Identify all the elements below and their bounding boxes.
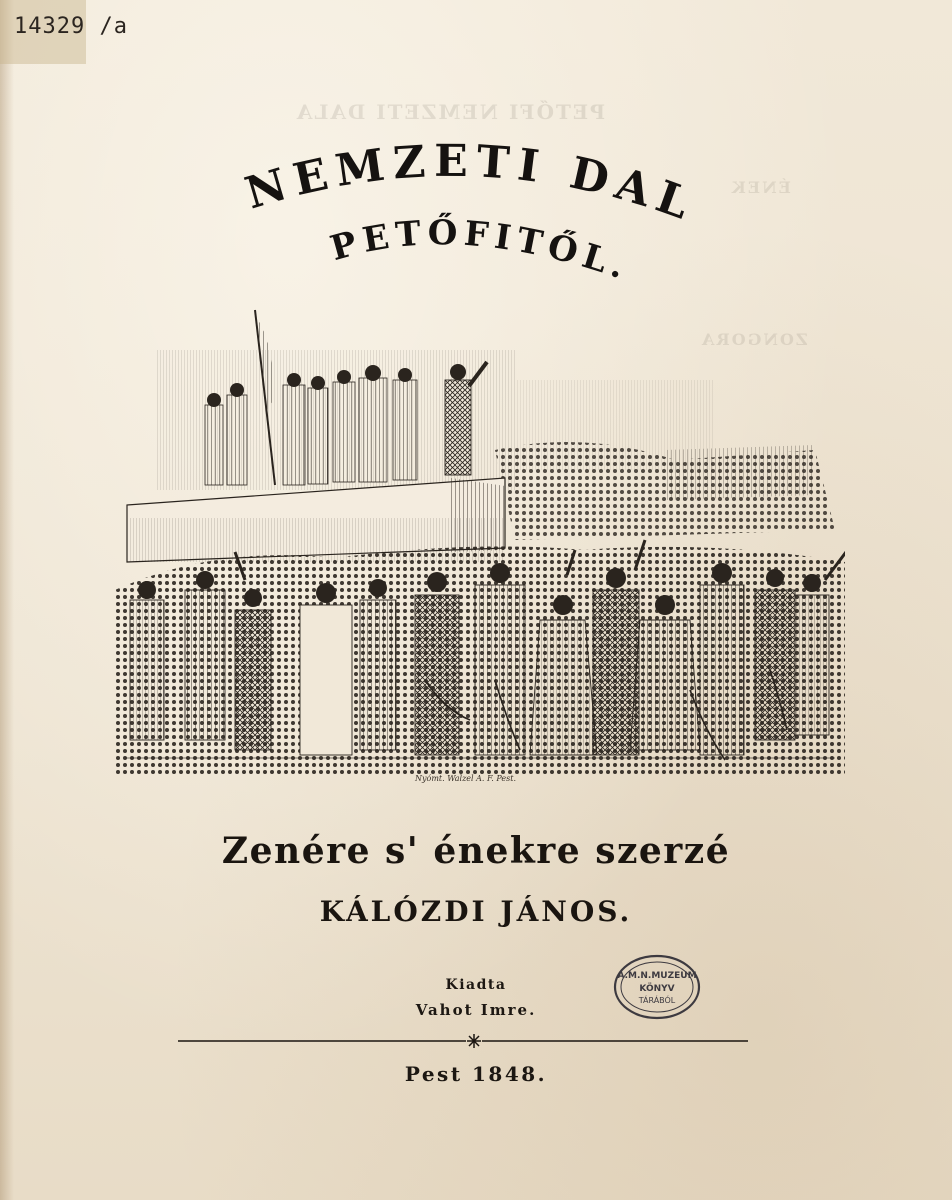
foreground-figure	[235, 610, 271, 750]
show-through-text: PETŐFI NEMZETI DALA	[294, 100, 606, 124]
publisher-label: Kiadta	[445, 977, 507, 993]
standing-figure	[333, 382, 355, 482]
crowd-engraving	[115, 300, 845, 775]
foreground-figure	[630, 620, 700, 750]
standing-figure	[205, 405, 223, 485]
foreground-figure	[755, 590, 795, 740]
show-through-text: ZONGORA	[700, 330, 808, 349]
figure-head	[230, 383, 244, 397]
platform-pillar	[451, 478, 505, 552]
foreground-figure	[795, 595, 829, 735]
foreground-figure	[360, 600, 396, 750]
star-ornament	[467, 1034, 481, 1048]
svg-text:KÖNYV: KÖNYV	[639, 984, 675, 994]
page-edge-shadow	[0, 0, 14, 1200]
author-line: PETŐFITŐL.	[326, 213, 636, 290]
foreground-figure	[130, 600, 164, 740]
figure-head	[337, 370, 351, 384]
svg-text:A.M.N.MUZEUM: A.M.N.MUZEUM	[617, 971, 697, 981]
subtitle: Zenére s' énekre szerzé	[221, 830, 731, 872]
standing-figure	[393, 380, 417, 480]
library-stamp	[612, 952, 702, 1022]
svg-text:PETŐFITŐL.	[326, 212, 636, 289]
foreground-figure	[185, 590, 225, 740]
figure-head	[207, 393, 221, 407]
place-and-year: Pest 1848.	[404, 1062, 548, 1086]
composer-name: KÁLÓZDI JÁNOS.	[319, 895, 633, 928]
foreground-figure	[530, 620, 597, 755]
figure-head	[365, 365, 381, 381]
figure-head	[398, 368, 412, 382]
publisher-name: Vahot Imre.	[415, 1001, 537, 1019]
figure-head	[311, 376, 325, 390]
show-through-text: ÉNEK	[730, 178, 791, 197]
standing-figure	[359, 378, 387, 482]
standing-figure	[227, 395, 247, 485]
foreground-figure	[415, 595, 459, 755]
svg-text:TÁRÁBÓL: TÁRÁBÓL	[638, 996, 676, 1005]
standing-figure	[308, 388, 328, 484]
foreground-figure	[300, 605, 352, 755]
foreground-figure	[475, 585, 525, 755]
engraver-credit: Nyómt. Walzel A. F. Pest.	[415, 774, 517, 783]
main-title: NEMZETI DAL	[239, 140, 704, 233]
title-block	[180, 140, 760, 310]
figure-head	[287, 373, 301, 387]
distant-crowd	[665, 445, 815, 500]
catalog-number: 14329 /a	[14, 14, 128, 39]
ornamental-divider	[178, 1031, 748, 1051]
standing-figure	[283, 385, 305, 485]
